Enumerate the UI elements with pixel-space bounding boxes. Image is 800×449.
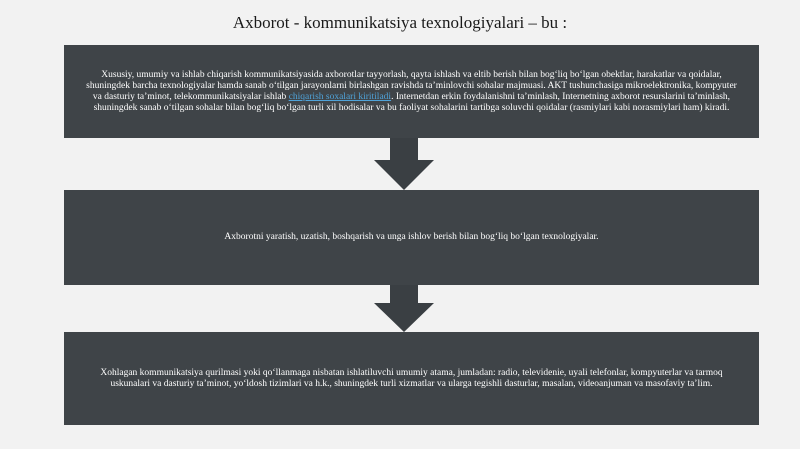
definition-link[interactable]: chiqarish soxalari kiritiladi bbox=[288, 91, 392, 102]
down-arrow-2 bbox=[374, 285, 434, 332]
definition-text-1-part-b: . Internetdan erkin foydalanishni ta’minlash, Internetning axborot resurslarini ta’minlash, shuningdek sanab o‘tilgan sohalar bilan bog‘liq bo‘lgan turli xil hodisalar va bu faoliyat sohalarini tartibga soluvchi qoidalar (rasmiylari kabi norasmiylari ham) kiradi. bbox=[93, 91, 731, 113]
down-arrow-1 bbox=[374, 138, 434, 190]
definition-text-3: Xohlagan kommunikatsiya qurilmasi yoki qo‘llanmaga nisbatan ishlatiluvchi umumiy atama, jumladan: radio, televidenie, uyali telefonlar, kompyuterlar va tarmoq uskunalari va dasturiy ta’minot, yo‘ldosh tizimlari va h.k., shuningdek turli xizmatlar va ularga tegishli dasturlar, masalan, videoanjuman va masofaviy ta’lim. bbox=[100, 367, 723, 389]
slide-title: Axborot - kommunikatsiya texnologiyalari – bu : bbox=[232, 13, 568, 32]
definition-text-1 bbox=[82, 70, 741, 114]
definition-text-1-part-a: Xususiy, umumiy va ishlab chiqarish kommunikatsiyasida axborotlar tayyorlash, qayta ishlash va eltib berish bilan bog‘liq bo‘lgan obektlar, harakatlar va qoidalar, shuningdek barcha texnologiyalar hamda sanab o‘tilgan jarayonlarni birlashgan ravishda ta’minlovchi sohalar majmuasi. AKT tushunchasiga mikroelektronika, kompyuter va dasturiy ta’minot, telekommunikatsiyalar ishlab bbox=[86, 69, 737, 102]
definition-text-2: Axborotni yaratish, uzatish, boshqarish va unga ishlov berish bilan bog‘liq bo‘lgan texnologiyalar. bbox=[224, 232, 599, 242]
definition-box-3 bbox=[64, 332, 759, 425]
definition-box-1 bbox=[64, 45, 759, 138]
definition-box-2 bbox=[64, 190, 759, 285]
